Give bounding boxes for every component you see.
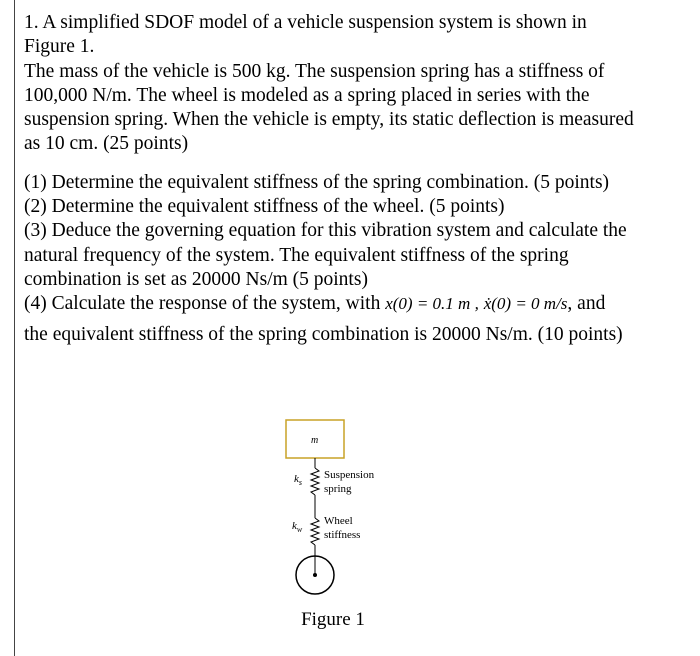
question-3-line-1: (3) Deduce the governing equation for this vibration system and calculate the [24,220,627,242]
figure-caption: Figure 1 [301,609,365,630]
problem-line-5: suspension spring. When the vehicle is empty, its static deflection is measured [24,109,634,131]
problem-line-2: Figure 1. [24,36,95,58]
ks-symbol: k [294,473,299,485]
suspension-label-1: Suspension [324,469,375,481]
question-4-line-2: the equivalent stiffness of the spring combination is 20000 Ns/m. (10 points) [24,323,623,345]
problem-line-3: The mass of the vehicle is 500 kg. The suspension spring has a stiffness of [24,60,605,82]
wheel-label-1: Wheel [324,515,353,527]
question-2: (2) Determine the equivalent stiffness of the wheel. (5 points) [24,196,505,218]
question-4-prefix: (4) Calculate the response of the system, with [24,293,381,315]
question-4-suffix: , and [567,293,606,315]
question-3-line-3: combination is set as 20000 Ns/m (5 points) [24,268,368,290]
left-border-line [14,0,15,656]
wheel-hub [313,573,317,577]
question-4-line-1 [24,292,700,316]
suspension-label-2: spring [324,483,352,495]
problem-line-6: as 10 cm. (25 points) [24,133,189,155]
question-1: (1) Determine the equivalent stiffness of the spring combination. (5 points) [24,171,610,193]
figure-1 [270,418,410,638]
wheel-label-2: stiffness [324,529,361,541]
wheel-spring-coil [311,518,319,545]
paragraph-gap [24,157,700,171]
initial-displacement: x(0) = 0.1 m , [385,294,479,314]
problem-line-1: 1. A simplified SDOF model of a vehicle suspension system is shown in [24,12,587,33]
ks-subscript: s [298,478,303,488]
kw-label [292,520,302,536]
problem-text [24,11,700,347]
kw-subscript: w [296,525,303,535]
kw-symbol: k [292,520,297,532]
problem-line-4: 100,000 N/m. The wheel is modeled as a spring placed in series with the [24,84,590,106]
initial-velocity: ẋ(0) = 0 m/s [483,294,568,314]
question-3-line-2: natural frequency of the system. The equivalent stiffness of the spring [24,244,569,266]
suspension-spring-coil [311,468,319,495]
ks-label [294,473,302,489]
suspension-diagram [270,418,410,608]
mass-label: m [311,435,319,446]
